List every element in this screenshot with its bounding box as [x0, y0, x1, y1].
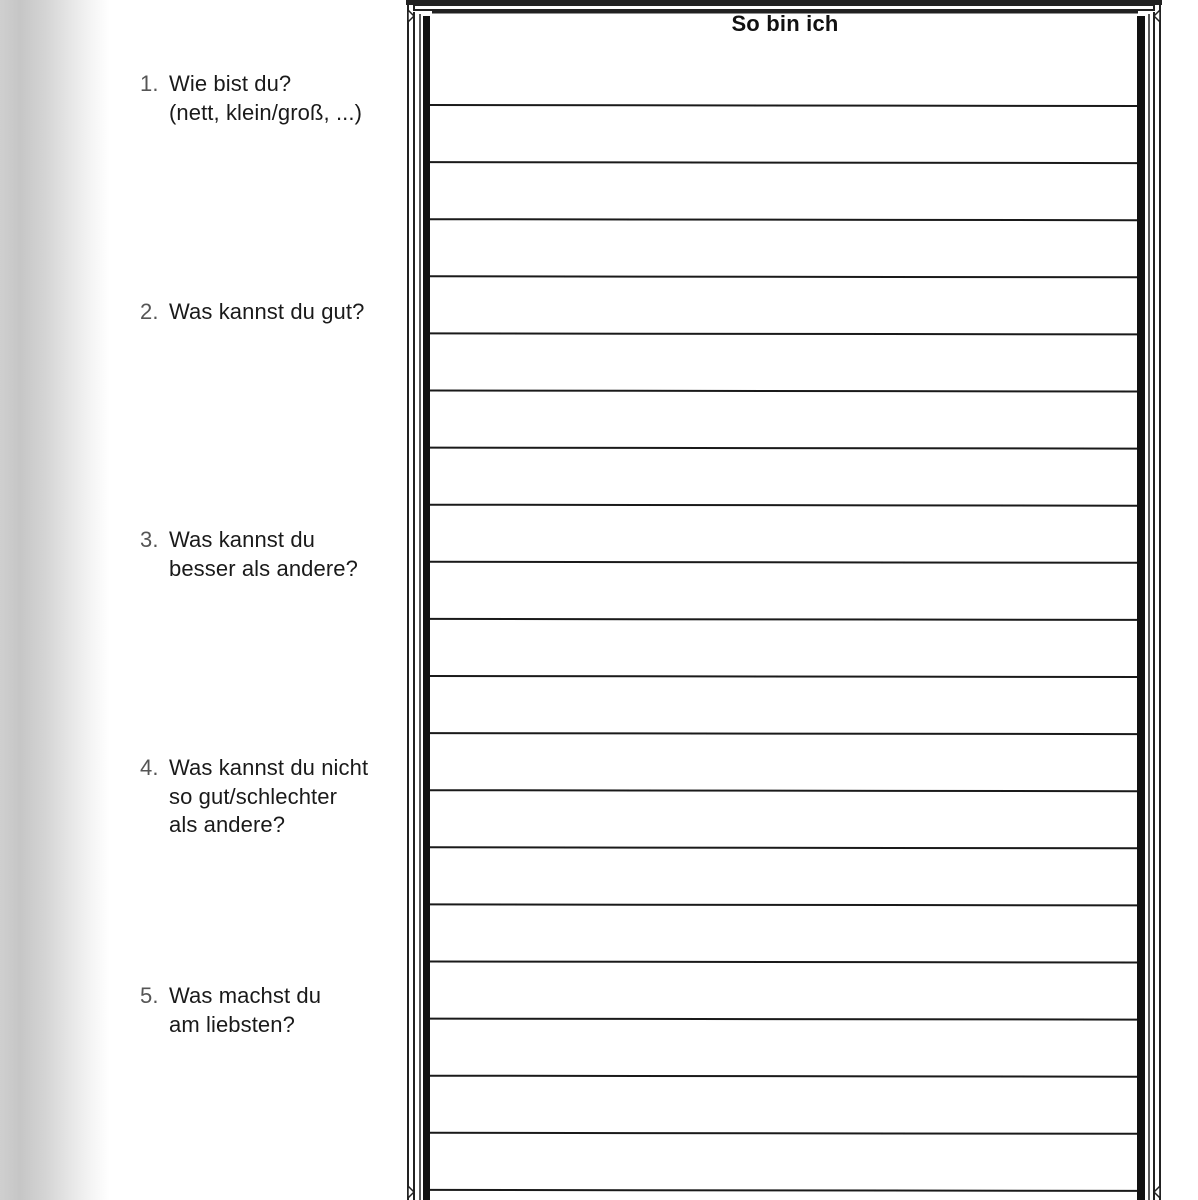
writing-line [430, 505, 1137, 506]
writing-line [430, 1076, 1137, 1077]
writing-line [430, 333, 1137, 334]
writing-line [430, 676, 1137, 677]
writing-line [430, 1190, 1137, 1191]
writing-lines [430, 105, 1137, 1191]
frame-left-border [408, 0, 430, 1200]
writing-line [430, 562, 1137, 563]
question-text-continued: am liebsten? [169, 1011, 295, 1037]
question-hint: (nett, klein/groß, ...) [169, 99, 363, 125]
writing-line [430, 847, 1137, 848]
question-text: Wie bist du? [169, 71, 292, 96]
question-number: 1. [140, 71, 159, 96]
frame-right-border [1137, 0, 1160, 1200]
question-text-continued: so gut/schlechter [169, 783, 338, 809]
question-text: Was machst du [169, 983, 322, 1008]
question-text-continued: besser als andere? [169, 555, 358, 581]
writing-line [430, 962, 1137, 963]
writing-line [430, 904, 1137, 905]
writing-line [430, 619, 1137, 620]
writing-line [430, 733, 1137, 734]
writing-line [430, 1133, 1137, 1134]
question-text: Was kannst du gut? [169, 299, 365, 324]
question-text-continued: als andere? [169, 812, 286, 837]
question-number: 4. [140, 755, 159, 780]
writing-line [430, 448, 1137, 449]
question-text: Was kannst du [169, 527, 315, 552]
question-text: Was kannst du nicht [169, 755, 369, 780]
writing-line [430, 391, 1137, 392]
writing-line [430, 219, 1137, 220]
writing-line [430, 1019, 1137, 1020]
writing-line [430, 105, 1137, 106]
question-number: 2. [140, 299, 159, 324]
writing-line [430, 162, 1137, 163]
writing-line [430, 790, 1137, 791]
question-number: 5. [140, 983, 159, 1008]
writing-line [430, 276, 1137, 277]
question-number: 3. [140, 527, 159, 552]
page-title: So bin ich [731, 11, 839, 36]
